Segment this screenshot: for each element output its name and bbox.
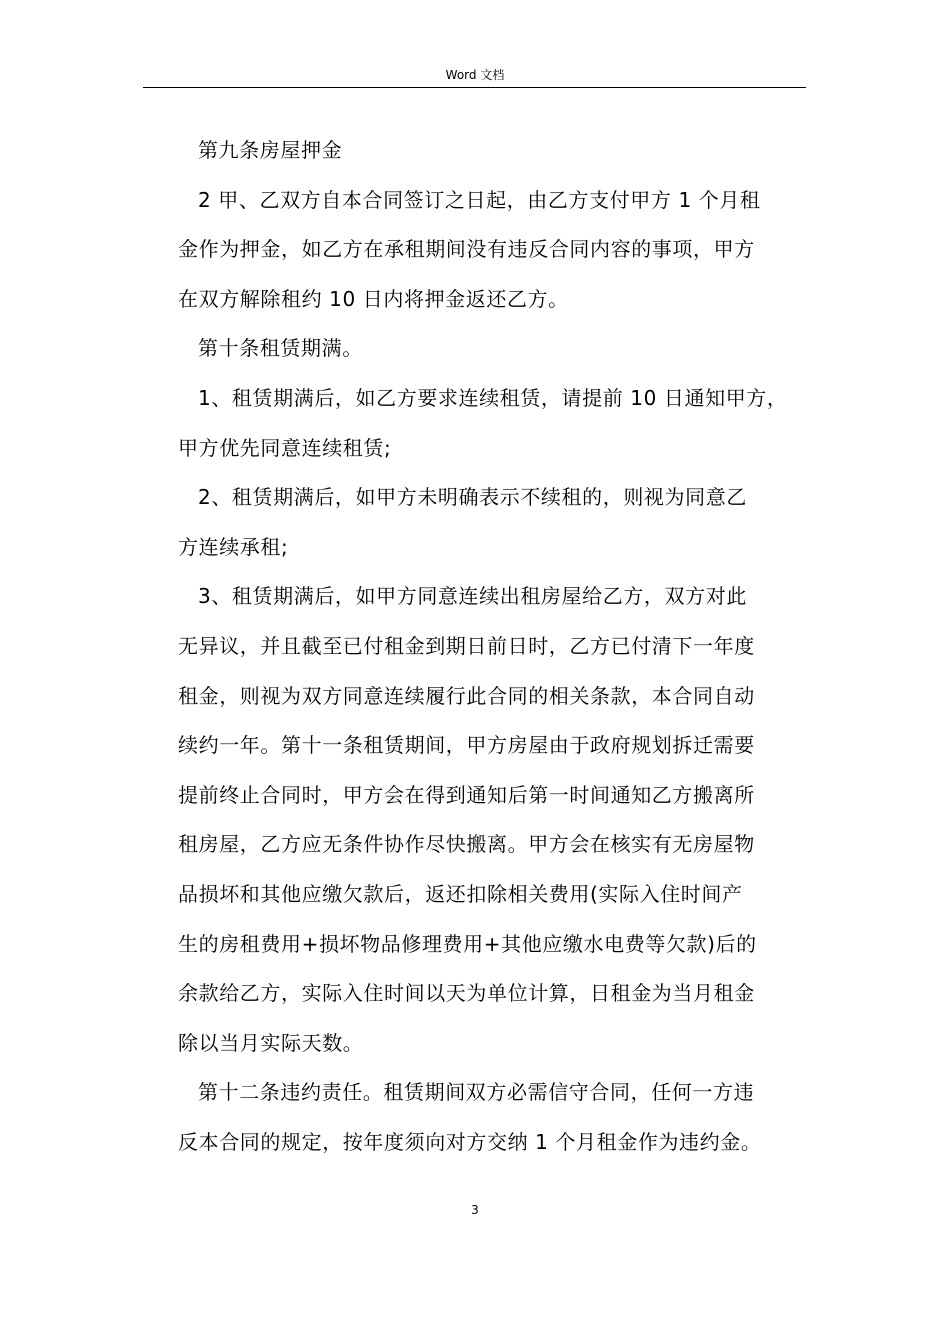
header-divider	[143, 87, 806, 88]
page-number: 3	[471, 1203, 479, 1217]
paragraph-renewal-item-2: 2、租赁期满后，如甲方未明确表示不续租的，则视为同意乙 方连续承租;	[178, 485, 747, 559]
paragraph-renewal-item-3: 3、租赁期满后，如甲方同意连续出租房屋给乙方，双方对此 无异议，并且截至已付租金到期日前日时，乙方已付清下一年度 租金，则视为双方同意连续履行此合同的相关条款，本合同自动 续约一年。第十一条租赁期间，甲方房屋由于政府规划拆迁需要 提前终止合同时，甲方会在得到通知后第一时间通知乙方搬离所 租房屋，乙方应无条件协作尽快搬离。甲方会在核实有无房屋物 品损坏和其他应缴欠款后，返还扣除相关费用(实际入住时间产 生的房租费用+损坏物品修理费用+其他应缴水电费等欠款)后的 余款给乙方，实际入住时间以天为单位计算，日租金为当月租金 除以当月实际天数。	[178, 584, 757, 1055]
section-heading-article-10: 第十条租赁期满。	[198, 336, 363, 361]
paragraph-article-12-breach: 第十二条违约责任。租赁期间双方必需信守合同，任何一方违 反本合同的规定，按年度须向对方交纳 1 个月租金作为违约金。	[178, 1080, 762, 1154]
paragraph-deposit-clause: 2 甲、乙双方自本合同签订之日起，由乙方支付甲方 1 个月租 金作为押金，如乙方在承租期间没有违反合同内容的事项，甲方 在双方解除租约 10 日内将押金返还乙方。	[178, 187, 761, 311]
section-heading-article-9: 第九条房屋押金	[198, 138, 343, 162]
document-body	[178, 126, 810, 1167]
paragraph-renewal-item-1: 1、租赁期满后，如乙方要求连续租赁，请提前 10 日通知甲方， 甲方优先同意连续租赁;	[178, 385, 788, 460]
page-header: Word 文档	[445, 68, 505, 82]
